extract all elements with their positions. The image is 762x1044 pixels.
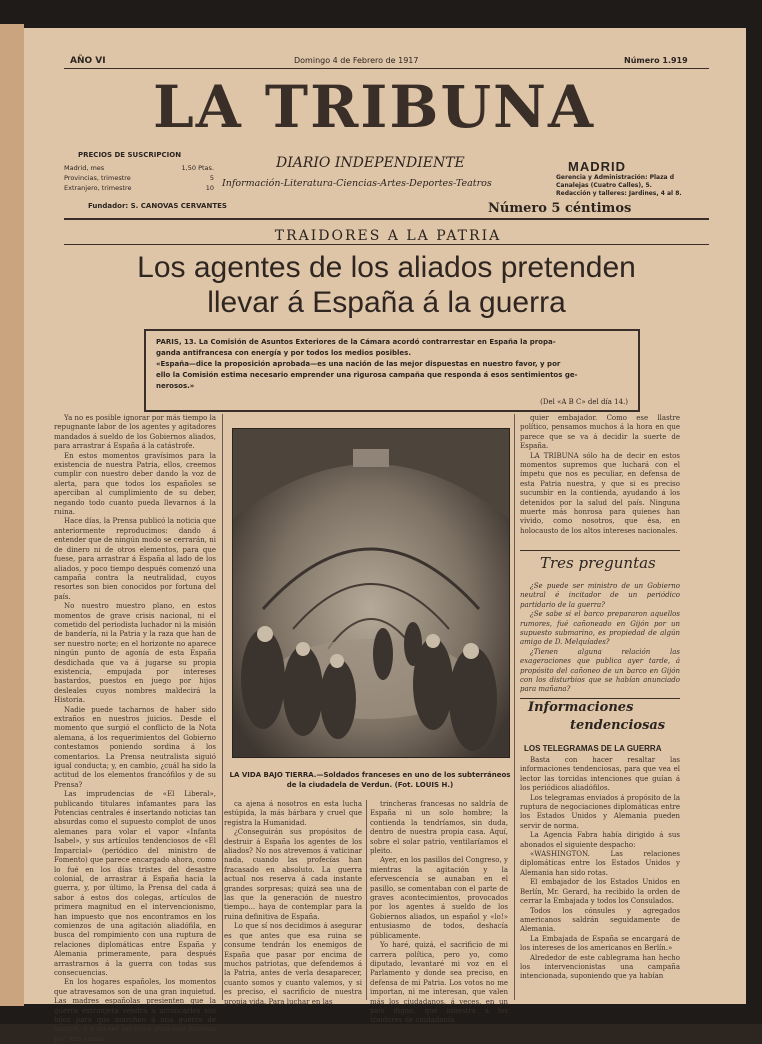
paragraph: quier embajador. Como ese llastre político, pensamos muchos á la hora en que parece que se va á decidir la suerte de España. (520, 414, 680, 451)
masthead-title: LA TRIBUNA (152, 73, 596, 141)
headline-line1: Los agentes de los aliados pretenden (137, 251, 636, 284)
year-label: AÑO VI (70, 56, 106, 66)
kicker-rule (64, 244, 709, 245)
paragraph: Nadie puede tacharnos de haber sido extraños en nuestros juicios. Desde el momento que surgió el conflicto de la Nota alemana, á los requerimientos del Gobierno contestamos poniendo sordina á los comentarios. La Prensa neutralista siguió igual conducta; y, en cambio, ¿cuál ha sido la actitud de los elementos francófilos y de su Prensa? (54, 705, 216, 789)
paragraph: ¿Conseguirán sus propósitos de destruir á España los agentes de los aliados? No nos atrevemos á vaticinar nada, cuando las profecías han fracasado en absoluto. La guerra actual nos reserva á cada instante grandes sorpresas; quizá sea una de las que la generación de nuestro tiempo... haya de contemplar para la ruina definitiva de España. (224, 828, 362, 921)
subscription-heading: PRECIOS DE SUSCRIPCION (78, 151, 182, 159)
right-top-column (520, 414, 680, 548)
right-article-column (370, 800, 508, 1025)
quote-text: PARIS, 13. La Comisión de Asuntos Exteriores de la Cámara acordó contrarrestar en España la propa- ganda antifrancesa con energía y por todos los medios posibles. «España—dice la proposición aprobada—es una nación de las mejor dispuestas en nuestro favor, y por ello la Comisión estima necesario emprender una rigurosa campaña que responda á esos sentimientos ge- nerosos.» (156, 338, 578, 390)
paragraph: Todos los cónsules y agregados americanos saldrán seguidamente de Alemania. (520, 906, 680, 934)
issue-number: Número 1.919 (624, 56, 688, 65)
quote-box (144, 329, 640, 412)
question: ¿Tienen alguna relación las exageraciones que publica ayer tarde, á propósito del cañoneo de un barco en Gijón con los disturbios que se habían anunciado para mañana? (520, 647, 680, 694)
tres-preguntas-list (520, 582, 680, 696)
question: ¿Se puede ser ministro de un Gobierno neutral é incitador de un periódico partidario de la guerra? (520, 582, 680, 609)
paragraph: Ayer, en los pasillos del Congreso, y mientras la agitación y la efervescencia se aunaban en el pasillo, se comentaban con el parte de graves acontecimientos, provocados por los agentes á sueldo de los Gobiernos aliados, un español y «lo!» entusiasmo de todos, deshacía públicamente. (370, 856, 508, 940)
paragraph: La Embajada de España se encargará de los intereses de los americanos en Berlín.» (520, 934, 680, 953)
column-divider (222, 414, 223, 1000)
header-rule (64, 68, 709, 69)
masthead-subtitle: DIARIO INDEPENDIENTE (276, 155, 465, 171)
paragraph: En los hogares españoles, los momentos que atravesamos son de una gran inquietud. Las madres españolas presienten que la guerra extranjera vendrá á arrancarles sus hijos para que marchen á una guerra de sangre, y á no ser los hijos para que mueran por una causa (54, 978, 216, 1043)
subscription-row: Madrid, mes 1,50 Ptas. (64, 164, 214, 172)
informaciones-title-line2: tendenciosas (570, 718, 666, 733)
informaciones-column (520, 756, 680, 1000)
price-label: Número 5 céntimos (488, 201, 632, 216)
headline-kicker: TRAIDORES A LA PATRIA (274, 228, 502, 244)
column-divider (514, 414, 515, 1000)
subscription-row: Provincias, trimestre 5 (64, 174, 214, 182)
paragraph: Basta con hacer resaltar las informaciones tendenciosas, para que vea el lector las torcidas intenciones que guían á los periódicos aliadófilos. (520, 756, 680, 793)
city-label: MADRID (568, 159, 626, 174)
paragraph: Ya no es posible ignorar por más tiempo la repugnante labor de los agentes y agitadores mandados á sueldo de los Gobiernos aliados, para arrastrar á España á la catástrofe. (54, 414, 216, 451)
founder-line: Fundador: S. CANOVAS CERVANTES (88, 202, 227, 210)
paragraph: Las imprudencias de «El Liberal», publicando titulares infamantes para las Potencias centrales é insertando noticias tan absurdas como el supuesto complot de unos alemanes para volar el vapor «Infanta Isabel», y sus artículos tendenciosos de «El Imparcial» (periódico del ministro de Fomento) que parece encargado ahora, como lo fué en los días tristes del desastre colonial, de arrastrar á España hacia la guerra, y, por último, la Prensa del cada á sabor á estos dos colegas, artículos de primera magnitud en el intervencionismo, han impuesto que nos encontramos en los comienzos de una agitación aliadófila, en busca del rompimiento con una ruptura de relaciones diplomáticas entre España y Alemania primeramente, para después arrastrarnos á la guerra con todas sus consecuencias. (54, 790, 216, 977)
paragraph: ca ajena á nosotros en esta lucha estúpida, la más bárbara y cruel que registra la Humanidad. (224, 800, 362, 827)
paragraph: Lo que sí nos decidimos á asegurar es que antes que esa ruina se consume tendrán los enemigos de España que pasar por encima de muchos patriotas, que defendemos á la Patria, antes de verla desaparecer, cuanto somos y cuanto valemos, y si es preciso, el sacrificio de nuestra propia vida. Para luchar en las (224, 922, 362, 1006)
paragraph: trincheras francesas no saldría de España ni un solo hombre; la contienda la tendríamos, sin duda, dentro de nuestra propia casa. Aquí, sobre el solar patrio, ventilaríamos el pleito. (370, 800, 508, 856)
verdun-tunnel-photo (232, 428, 510, 758)
section-rule (520, 698, 680, 699)
left-article-column (54, 414, 216, 1043)
photo-caption: LA VIDA BAJO TIERRA.—Soldados franceses en uno de los subterráneos de la ciudadela de Verdun. (Fot. LOUIS H.) (229, 771, 511, 789)
column-divider (366, 800, 367, 1000)
paragraph: El embajador de los Estados Unidos en Berlín, Mr. Gerard, ha recibido la orden de cerrar la Embajada y todos los Consulados. (520, 878, 680, 906)
paragraph: «WASHINGTON. Las relaciones diplomáticas entre los Estados Unidos y Alemania han sido rotas. (520, 850, 680, 877)
middle-article-column (224, 800, 362, 1006)
masthead-bottom-rule (64, 218, 709, 220)
subscription-row: Extranjero, trimestre 10 (64, 184, 214, 192)
address-block: Gerencia y Administración: Plaza d Canalejas (Cuatro Calles), 5. Redacción y talleres: Jardines, 4 al 8. (556, 174, 682, 197)
quote-source: (Del «A B C» del día 14.) (540, 398, 628, 406)
adjacent-page-edge (0, 24, 24, 1006)
telegramas-subhead: LOS TELEGRAMAS DE LA GUERRA (524, 744, 662, 753)
paragraph: La Agencia Fabra había dirigido á sus abonados el siguiente despacho: (520, 831, 680, 849)
section-rule (520, 550, 680, 551)
paragraph: No nuestro muestro plano, en estos momentos de grave crisis nacional, ni el cometido del periodista luchador ni la misión de bandería, ni la Patria y la raza que han de ser nuestro norte; en el horizonte no aparece ningún punto de agonía de esta España desdichada que va á jugarse su propia existencia, empujada por intereses bastardos, puestos en juego por hijos desleales cuyos nombres maldecirá la Historia. (54, 602, 216, 705)
paragraph: Yo haré, quizá, el sacrificio de mi carrera política, pero yo, como diputado, levantaré mi voz en el Parlamento y donde sea preciso, en defensa de mi Patria. Los votos no me importan, ni me interesan, que valen más los ciudadanos, á veces, en un país digno, que muestra á los traidores de ciudadanía (370, 941, 508, 1025)
informaciones-title-line1: Informaciones (528, 700, 634, 715)
newspaper-page (24, 28, 746, 1043)
date-label: Domingo 4 de Febrero de 1917 (294, 56, 419, 65)
headline-line2: llevar á España á la guerra (207, 286, 566, 319)
paragraph: LA TRIBUNA sólo ha de decir en estos momentos supremos que luchará con el ímpetu que nos es peculiar, en defensa de esta Patria nuestra, y que si es preciso sucumbir en la contienda, ayudando á los detenidos por la salud del país. Ninguna muerte más honrosa para quienes han vivido, como nosotros, que ésa, en holocausto de los altos intereses nacionales. (520, 451, 680, 535)
subscription-table (64, 163, 214, 193)
paragraph: Alrededor de este cablegrama han hecho los intervencionistas una campaña intencionada, suponiendo que ya habían (520, 953, 680, 981)
question: ¿Se sabe si el barco prepararon aquellos rumores, fué cañoneado en Gijón por un supuesto submarino, es propiedad de algún amigo de D. Melquíades? (520, 610, 680, 647)
tunnel-illustration (233, 429, 509, 757)
paragraph: Hace días, la Prensa publicó la noticia que anteriormente reproducimos: dando á entender que de ningún modo se cerrarán, ni de dinero ni de otros elementos, para que fuese, para arrastrar á España al lado de los aliados, y poco tiempo después comenzó una campaña contra la neutralidad, cuyos resortes son bien conocidos por fortuna del país. (54, 517, 216, 601)
paragraph: Los telegramas enviados á propósito de la ruptura de negociaciones diplomáticas entre los Estados Unidos y Alemania pueden servir de norma. (520, 793, 680, 830)
paragraph: En estos momentos gravísimos para la existencia de nuestra Patria, ellos, creemos cumplir con nuestro deber dando la voz de alerta, para que todos los españoles se aperciban al cumplimiento de su deber, negando todo cuanto pueda llevarnos á la ruina. (54, 451, 216, 517)
tres-preguntas-title: Tres preguntas (540, 554, 656, 572)
masthead-sections: Información-Literatura-Ciencias-Artes-Deportes-Teatros (222, 178, 492, 189)
